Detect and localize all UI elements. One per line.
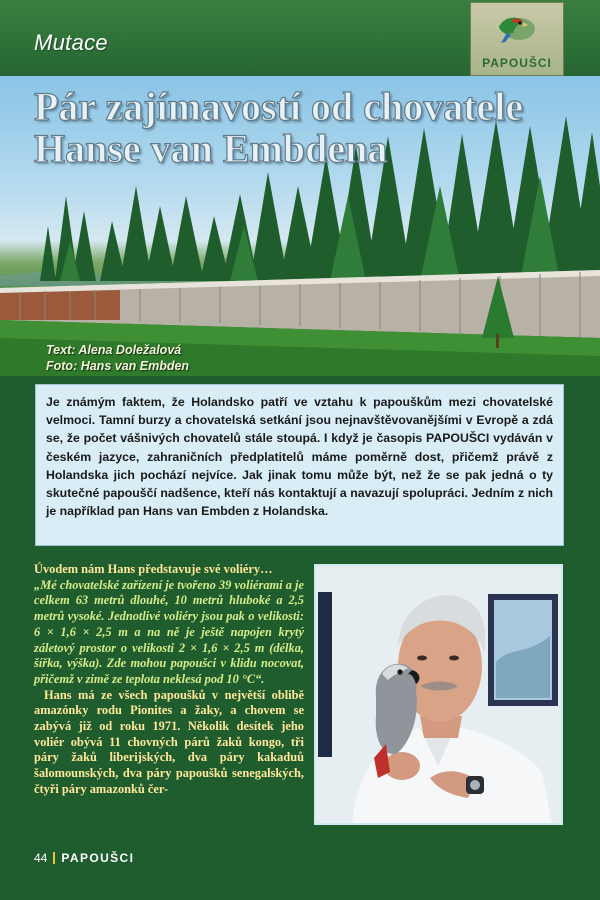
page-number: 44 <box>34 851 48 865</box>
intro-paragraph: Je známým faktem, že Holandsko patří ve vztahu k papouškům mezi chovatelské velmoci. Tamní burzy a chovatelská setkání jsou nejnavštěvovanějšími v Evropě a zdá se, že počet vášnivých chovatelů stále stoupá. I když je časopis PAPOUŠCI vydáván v českém jazyce, zahraničních předplatitelů máme poměrně dost, přičemž právě z Holandska jich pochází nejvíce. Jak jinak tomu může být, než že se pak jedná o ty skutečné papouščí nadšence, kteří nás kontaktují a navazují spolupráci. Jedním z nich je například pan Hans van Embden z Holandska. <box>46 395 553 519</box>
magazine-logo <box>470 2 564 76</box>
header-band <box>0 0 600 76</box>
title-line-2: Hanse van Embdena <box>34 126 388 171</box>
hero-photo <box>0 76 600 376</box>
page-footer <box>34 851 134 865</box>
intro-box <box>35 384 564 546</box>
parrot-logo-icon <box>493 13 539 47</box>
lead-sentence: Úvodem nám Hans představuje své voliéry… <box>34 562 273 576</box>
credits <box>46 342 189 374</box>
text-credit: Text: Alena Doležalová <box>46 343 182 357</box>
footer-magazine-name: PAPOUŠCI <box>61 851 135 865</box>
logo-text: PAPOUŠCI <box>482 56 552 70</box>
section-label: Mutace <box>34 30 108 55</box>
man-with-parrot-image <box>316 566 561 823</box>
footer-separator <box>53 852 55 864</box>
body-column <box>34 562 304 798</box>
portrait-photo <box>314 564 563 825</box>
quote-paragraph: „Mé chovatelské zařízení je tvořeno 39 voliérami a je celkem 63 metrů dlouhé, 10 metrů hluboké a 2,5 metrů vysoké. Jednotlivé voliéry jsou pak o velikosti: 6 × 1,6 × 2,5 m a na ně je ještě napojen krytý záletový prostor o velikosti 2 × 1,6 × 2,5 m (délka, šířka, výška). Zde mohou papoušci v klidu nocovat, přičemž v zimě ze teplota neklesá pod 10 °C“. <box>34 577 304 686</box>
body-paragraph: Hans má ze všech papoušků v největší oblibě amazónky rodu Pionites a žaky, a chovem se zabývá již od roku 1971. Několik desítek jeho voliér obývá 11 chovných párů žaků kongo, tři páry žaků liberijských, dva páry kakaduů šalomounských, dva páry papoušků senegalských, čtyři páry amazonků čer- <box>34 687 304 796</box>
title-line-1: Pár zajímavostí od chovatele <box>34 84 524 129</box>
article-title <box>34 86 594 170</box>
photo-credit: Foto: Hans van Embden <box>46 359 190 373</box>
